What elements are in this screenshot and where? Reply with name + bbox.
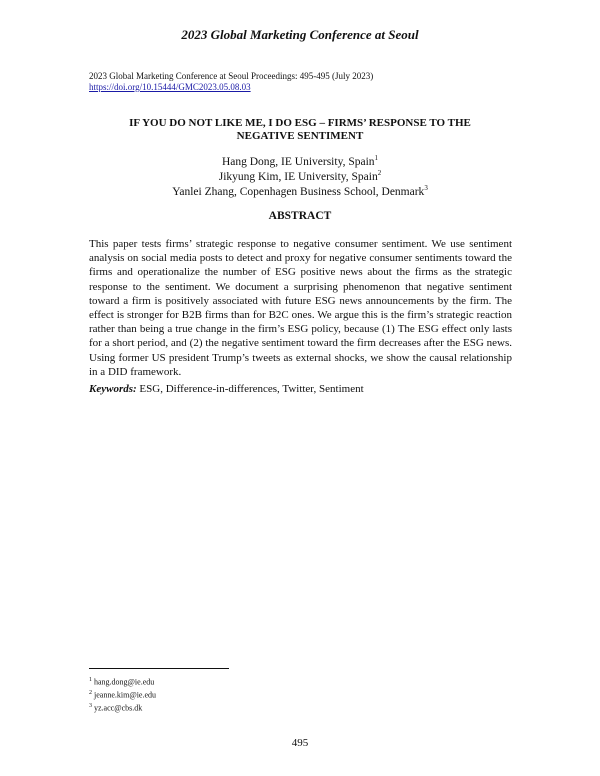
footnote-email: yz.acc@cbs.dk — [94, 703, 143, 713]
doi-link[interactable]: https://doi.org/10.15444/GMC2023.05.08.03 — [89, 82, 251, 92]
conference-header: 2023 Global Marketing Conference at Seoul — [181, 27, 419, 42]
author-text: Yanlei Zhang, Copenhagen Business School, Denmark — [172, 186, 425, 198]
keywords-label: Keywords: — [89, 383, 137, 395]
footnote-email: jeanne.kim@ie.edu — [94, 690, 157, 700]
keywords-text: ESG, Difference-in-differences, Twitter, Sentiment — [136, 383, 364, 395]
proceedings-citation: 2023 Global Marketing Conference at Seoul Proceedings: 495-495 (July 2023) — [89, 71, 374, 81]
footnote-divider — [89, 668, 229, 669]
keywords — [89, 383, 512, 395]
footnote-mark: 2 — [89, 690, 92, 697]
footnote — [89, 688, 156, 701]
footnote-mark: 1 — [89, 677, 92, 683]
author-line — [90, 170, 510, 185]
author-list — [90, 155, 510, 200]
author-footnote-mark: 3 — [424, 184, 428, 193]
author-footnote-mark: 2 — [377, 169, 382, 178]
proceedings-info — [89, 71, 373, 93]
author-line — [90, 185, 510, 200]
footnote-mark: 3 — [89, 703, 92, 710]
author-footnote-mark: 1 — [374, 154, 379, 163]
page-number: 495 — [291, 737, 309, 749]
footnote-email: hang.dong@ie.edu — [94, 677, 155, 687]
title-line-1: IF YOU DO NOT LIKE ME, I DO ESG – FIRMS’ RESPONSE TO THE — [129, 117, 471, 129]
abstract-body: This paper tests firms’ strategic response to negative consumer sentiment. We use sentiment analysis on social media posts to detect and proxy for negative consumer sentiments toward the firms and operationalize the number of ESG positive news about the firms as the strategic response to the sentiment. We document a surprising phenomenon that negative sentiment toward a firm is positively associated with future ESG news announcements by the firm. The effect is stronger for B2B firms than for B2C ones. We argue this is the firm’s strategic reaction rather than being a true change in the firm’s ESG policy, because (1) The ESG effect only lasts for a short period, and (2) the negative sentiment toward the firm decreases after the ESG news. Using former US president Trump’s tweets as external shocks, we show the causal relationship in a DID framework. — [89, 238, 512, 378]
author-line — [90, 155, 510, 170]
abstract-heading: ABSTRACT — [268, 210, 332, 222]
footnote — [89, 701, 156, 714]
title-line-2: NEGATIVE SENTIMENT — [236, 130, 364, 142]
paper-title — [90, 117, 510, 143]
footnotes — [89, 675, 156, 714]
author-text: Jikyung Kim, IE University, Spain — [218, 171, 378, 183]
footnote — [89, 675, 156, 688]
author-text: Hang Dong, IE University, Spain — [221, 156, 375, 168]
